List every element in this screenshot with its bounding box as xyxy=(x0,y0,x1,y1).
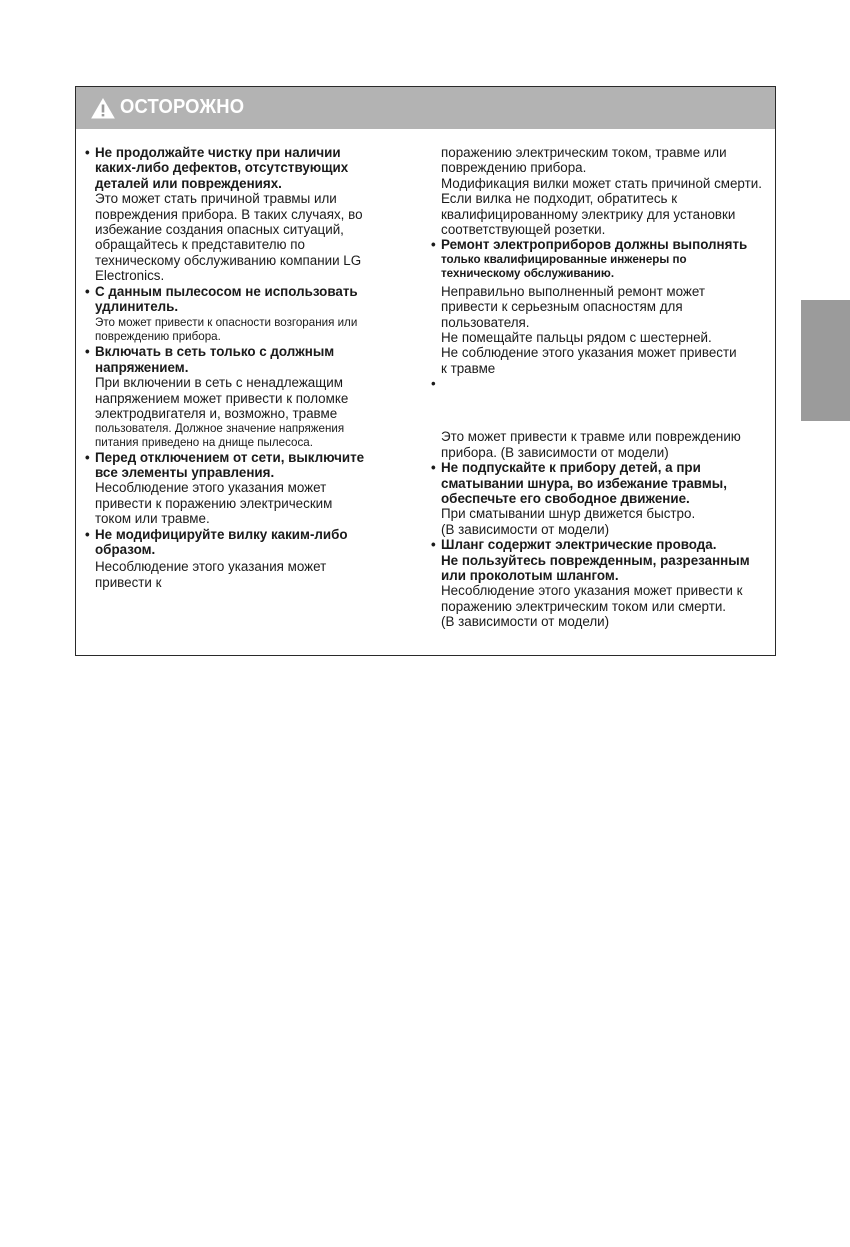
warning-triangle-icon xyxy=(91,98,115,119)
text-line: Несоблюдение этого указания может xyxy=(95,559,327,575)
list-item xyxy=(431,376,766,429)
item-heading: Включать в сеть только с должным xyxy=(95,344,335,360)
text-line: прибора. (В зависимости от модели) xyxy=(441,444,669,460)
item-text xyxy=(431,284,766,376)
text-line: повреждению прибора. xyxy=(441,160,587,176)
list-item xyxy=(431,237,766,280)
item-heading: образом. xyxy=(95,541,156,557)
item-heading: или проколотым шлангом. xyxy=(441,567,619,583)
text-line: Не помещайте пальцы рядом с шестерней. xyxy=(441,330,712,346)
text-line: повреждению прибора. xyxy=(95,330,221,344)
item-heading: Перед отключением от сети, выключите xyxy=(95,449,365,465)
caution-box xyxy=(75,86,776,656)
item-heading: Шланг содержит электрические провода. xyxy=(441,537,717,553)
text-line: привести к xyxy=(95,574,162,590)
text-line: соответствующей розетки. xyxy=(441,222,606,238)
list-item xyxy=(431,460,766,506)
text-line: Несоблюдение этого указания может привести к xyxy=(441,583,743,599)
text-line: При сматывании шнур движется быстро. xyxy=(441,506,696,522)
item-heading: удлинитель. xyxy=(95,299,179,315)
bullet: • xyxy=(85,344,90,360)
right-column xyxy=(431,143,766,630)
text-line: пользователя. xyxy=(441,314,530,330)
item-text xyxy=(85,559,390,590)
item-heading: Не модифицируйте вилку каким-либо xyxy=(95,526,348,542)
item-text xyxy=(431,506,766,537)
text-line: Неправильно выполненный ремонт может xyxy=(441,283,706,299)
text-line: током или травме. xyxy=(95,511,210,527)
text-line: Electronics. xyxy=(95,268,165,284)
bullet: • xyxy=(85,283,90,299)
section-tab xyxy=(801,300,850,421)
item-heading: сматывании шнура, во избежание травмы, xyxy=(441,475,727,491)
text-line: техническому обслуживанию компании LG xyxy=(95,252,362,268)
item-text xyxy=(431,583,766,629)
item-heading: техническому обслуживанию. xyxy=(441,266,615,280)
text-line: Если вилка не подходит, обратитесь к xyxy=(441,191,678,207)
list-item xyxy=(85,145,390,191)
caution-header xyxy=(76,87,775,129)
text-line: избежание создания опасных ситуаций, xyxy=(95,222,344,238)
text-line: Это может привести к опасности возгорания или xyxy=(95,316,358,330)
text-line: Это может привести к травме или повреждению xyxy=(441,429,741,445)
text-line: (В зависимости от модели) xyxy=(441,521,610,537)
list-item xyxy=(85,284,390,315)
item-heading: Ремонт электроприборов должны выполнять xyxy=(441,237,748,253)
text-line: питания приведено на днище пылесоса. xyxy=(95,435,313,449)
list-item xyxy=(85,450,390,481)
text-line: привести к поражению электрическим xyxy=(95,495,333,511)
item-heading: все элементы управления. xyxy=(95,464,275,480)
item-text xyxy=(85,316,390,344)
list-item xyxy=(431,537,766,583)
left-column xyxy=(85,143,390,590)
text-line: пользователя. Должное значение напряжения xyxy=(95,421,345,435)
item-text xyxy=(85,375,390,449)
item-heading: каких-либо дефектов, отсутствующих xyxy=(95,160,349,176)
text-line: Это может стать причиной травмы или xyxy=(95,191,337,207)
text-line: (В зависимости от модели) xyxy=(441,614,610,630)
bullet: • xyxy=(431,237,436,253)
item-text xyxy=(85,191,390,283)
bullet: • xyxy=(431,460,436,476)
text-line: электродвигателя и, возможно, травме xyxy=(95,406,338,422)
bullet: • xyxy=(431,376,436,392)
item-heading: Не продолжайте чистку при наличии xyxy=(95,145,341,160)
text-line: Модификация вилки может стать причиной смерти. xyxy=(441,175,762,191)
text-line: напряжением может привести к поломке xyxy=(95,390,349,406)
text-line: поражению электрическим током, травме или xyxy=(441,145,727,160)
text-line: При включении в сеть с ненадлежащим xyxy=(95,375,343,391)
bullet: • xyxy=(431,537,436,553)
item-heading: только квалифицированные инженеры по xyxy=(441,252,687,266)
text-line: обращайтесь к представителю по xyxy=(95,237,305,253)
item-heading: С данным пылесосом не использовать xyxy=(95,283,358,299)
text-line: к травме xyxy=(441,360,496,376)
bullet: • xyxy=(85,145,90,160)
text-line: Не соблюдение этого указания может привести xyxy=(441,345,737,361)
text-line: привести к серьезным опасностям для xyxy=(441,299,683,315)
item-heading: Не пользуйтесь поврежденным, разрезанным xyxy=(441,552,750,568)
list-item xyxy=(85,527,390,558)
text-line: повреждения прибора. В таких случаях, во xyxy=(95,206,363,222)
item-heading: Не подпускайте к прибору детей, а при xyxy=(441,460,701,476)
item-heading: обеспечьте его свободное движение. xyxy=(441,490,690,506)
list-item xyxy=(85,344,390,375)
item-text xyxy=(85,480,390,526)
text-line: квалифицированному электрику для установки xyxy=(441,206,736,222)
bullet: • xyxy=(85,526,90,542)
item-text xyxy=(431,429,766,460)
caution-title: ОСТОРОЖНО xyxy=(120,96,245,118)
item-heading: напряжением. xyxy=(95,359,189,375)
bullet: • xyxy=(85,449,90,465)
item-heading: деталей или повреждениях. xyxy=(95,175,282,191)
item-text xyxy=(431,145,766,237)
text-line: Несоблюдение этого указания может xyxy=(95,480,327,496)
text-line: поражению электрическим током или смерти. xyxy=(441,598,727,614)
